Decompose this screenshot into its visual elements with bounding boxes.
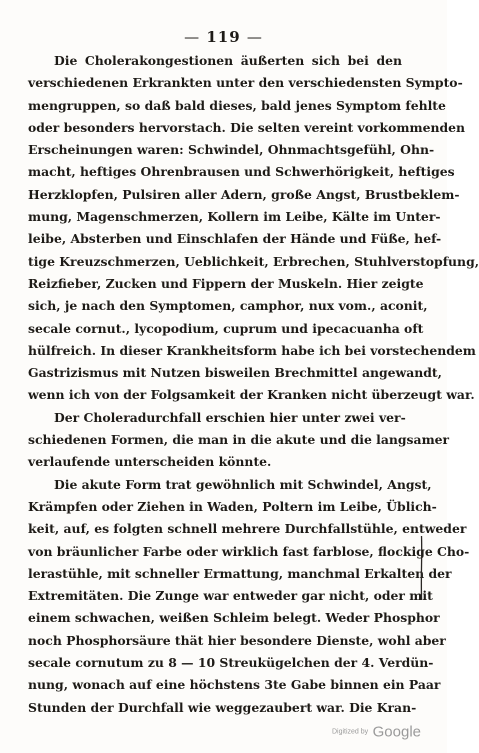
- text-line: leibe, Absterben und Einschlafen der Hände und Füße, hef-: [28, 231, 442, 247]
- text-line: einem schwachen, weißen Schleim belegt. Weder Phosphor: [28, 610, 440, 626]
- text-line: Krämpfen oder Ziehen in Waden, Poltern im Leibe, Üblich-: [28, 498, 437, 514]
- text-line: oder besonders hervorstach. Die selten vereint vorkommenden: [28, 119, 466, 135]
- text-line: verschiedenen Erkrankten unter den verschiedensten Sympto-: [28, 75, 463, 91]
- text-line: secale cornut., lycopodium, cuprum und ipecacuanha oft: [28, 320, 424, 336]
- text-line: Erscheinungen waren: Schwindel, Ohnmachtsgefühl, Ohn-: [28, 142, 435, 158]
- body-text: [28, 50, 479, 719]
- text-line: tige Kreuzschmerzen, Ueblichkeit, Erbrechen, Stuhlverstopfung,: [28, 253, 479, 269]
- digitized-by-label: Digitized by: [331, 728, 369, 736]
- text-line: sich, je nach den Symptomen, camphor, nux vom., aconit,: [28, 298, 428, 314]
- text-line: Herzklopfen, Pulsiren aller Adern, große Angst, Brustbeklem-: [28, 186, 460, 202]
- text-line: verlaufende unterscheiden könnte.: [28, 454, 272, 470]
- google-watermark: [332, 723, 421, 741]
- page-header: [0, 28, 447, 46]
- text-line: hülfreich. In dieser Krankheitsform habe ich bei vorstechendem: [28, 342, 476, 358]
- text-line: mung, Magenschmerzen, Kollern im Leibe, Kälte im Unter-: [28, 209, 441, 225]
- text-line: Die akute Form trat gewöhnlich mit Schwindel, Angst,: [54, 476, 432, 492]
- page-number: 119: [206, 28, 241, 46]
- margin-mark: [420, 534, 423, 602]
- text-line: Der Choleradurchfall erschien hier unter zwei ver-: [54, 409, 406, 425]
- text-line: Gastrizismus mit Nutzen bisweilen Brechmittel angewandt,: [28, 365, 442, 381]
- text-line: keit, auf, es folgten schnell mehrere Durchfallstühle, entweder: [28, 521, 467, 537]
- text-line: nung, wonach auf eine höchstens 3te Gabe binnen ein Paar: [28, 677, 441, 693]
- text-line: wenn ich von der Folgsamkeit der Kranken nicht überzeugt war.: [28, 387, 475, 403]
- text-line: von bräunlicher Farbe oder wirklich fast farblose, flockige Cho-: [28, 543, 470, 559]
- text-line: schiedenen Formen, die man in die akute und die langsamer: [28, 432, 450, 448]
- text-line: lerastühle, mit schneller Ermattung, manchmal Erkalten der: [28, 565, 452, 581]
- text-line: secale cornutum zu 8 — 10 Streukügelchen der 4. Verdün-: [28, 655, 434, 671]
- text-line: mengruppen, so daß bald dieses, bald jenes Symptom fehlte: [28, 97, 446, 113]
- google-logo-text: Google: [372, 723, 421, 741]
- text-line: Die Cholerakongestionen äußerten sich bei den: [54, 53, 402, 68]
- text-line: Extremitäten. Die Zunge war entweder gar nicht, oder mit: [28, 588, 433, 604]
- text-line: macht, heftiges Ohrenbrausen und Schwerhörigkeit, heftiges: [28, 164, 455, 180]
- text-line: noch Phosphorsäure thät hier besondere Dienste, wohl aber: [28, 632, 446, 648]
- text-line: Reizfieber, Zucken und Fippern der Muskeln. Hier zeigte: [28, 275, 424, 291]
- header-dash-left: —: [184, 28, 201, 46]
- text-line: Stunden der Durchfall wie weggezaubert war. Die Kran-: [28, 699, 417, 715]
- header-dash-right: —: [246, 28, 263, 46]
